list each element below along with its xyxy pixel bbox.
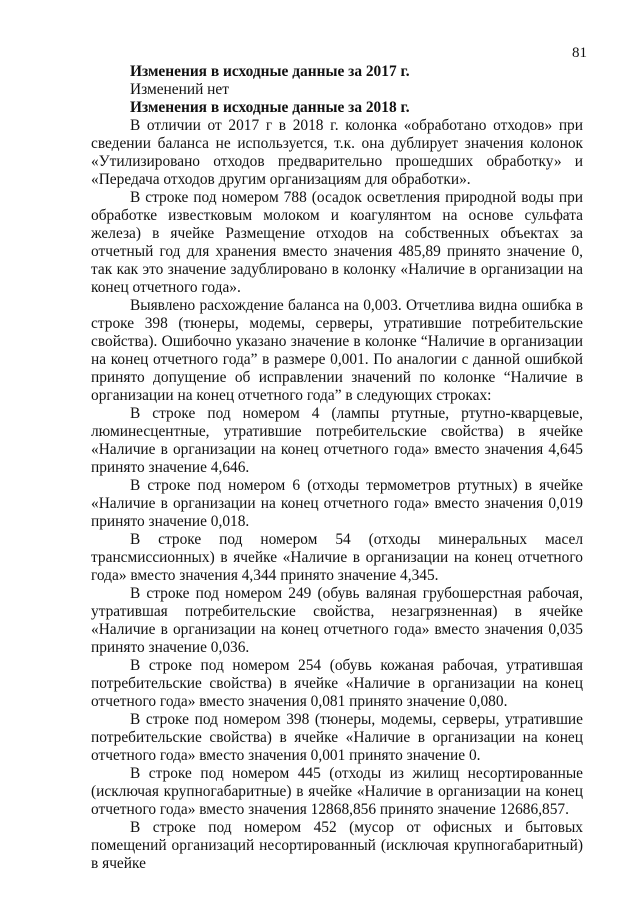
paragraph: В строке под номером 445 (отходы из жилищ несортированные (исключая крупногабаритные) в ячейке «Наличие в организации на конец отчетного года» вместо значения 12868,856 принято значение 12686,857. xyxy=(91,765,583,818)
paragraph: Выявлено расхождение баланса на 0,003. Отчетлива видна ошибка в строке 398 (тюнеры, модемы, серверы, утратившие потребительские свойства). Ошибочно указано значение в колонке “Наличие в организации на конец отчетного года” в размере 0,001. По аналогии с данной ошибкой принято допущение об исправлении значений по колонке “Наличие в организации на конец отчетного года” в следующих строках: xyxy=(91,297,583,404)
paragraph: В строке под номером 254 (обувь кожаная рабочая, утратившая потребительские свойства) в ячейке «Наличие в организации на конец отчетного года» вместо значения 0,081 принято значение 0,080. xyxy=(91,657,583,710)
section-heading-2017: Изменения в исходные данные за 2017 г. xyxy=(130,63,410,80)
document-body xyxy=(91,63,583,873)
paragraph: В строке под номером 788 (осадок осветления природной воды при обработке известковым молоком и коагулянтом на основе сульфата железа) в ячейке Размещение отходов на собственных объектах за отчетный год для хранения вместо значения 485,89 принято значение 0, так как это значение задублировано в колонку «Наличие в организации на конец отчетного года». xyxy=(91,189,583,296)
section-heading-2018: Изменения в исходные данные за 2018 г. xyxy=(130,99,410,116)
paragraph: В строке под номером 54 (отходы минеральных масел трансмиссионных) в ячейке «Наличие в организации на конец отчетного года» вместо значения 4,344 принято значение 4,345. xyxy=(91,531,583,584)
page-number: 81 xyxy=(572,45,587,61)
paragraph: В строке под номером 249 (обувь валяная грубошерстная рабочая, утратившая потребительские свойства, незагрязненная) в ячейке «Наличие в организации на конец отчетного года» вместо значения 0,035 принято значение 0,036. xyxy=(91,585,583,656)
paragraph: В строке под номером 398 (тюнеры, модемы, серверы, утратившие потребительские свойства) в ячейке «Наличие в организации на конец отчетного года» вместо значения 0,001 принято значение 0. xyxy=(91,711,583,764)
paragraph: В строке под номером 6 (отходы термометров ртутных) в ячейке «Наличие в организации на конец отчетного года» вместо значения 0,019 принято значение 0,018. xyxy=(91,477,583,530)
paragraph: В строке под номером 4 (лампы ртутные, ртутно-кварцевые, люминесцентные, утратившие потребительские свойства) в ячейке «Наличие в организации на конец отчетного года» вместо значения 4,645 принято значение 4,646. xyxy=(91,405,583,476)
paragraph: В отличии от 2017 г в 2018 г. колонка «обработано отходов» при сведении баланса не используется, т.к. она дублирует значения колонок «Утилизировано отходов предварительно прошедших обработку» и «Передача отходов другим организациям для обработки». xyxy=(91,117,583,188)
paragraph: В строке под номером 452 (мусор от офисных и бытовых помещений организаций несортированный (исключая крупногабаритный) в ячейке xyxy=(91,819,583,872)
no-changes-text: Изменений нет xyxy=(130,81,229,98)
